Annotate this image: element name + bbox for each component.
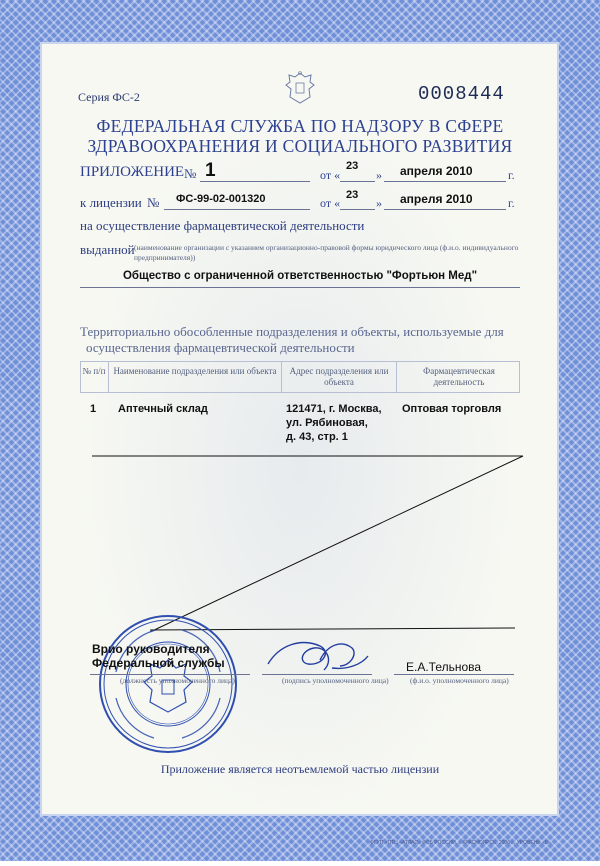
printer-imprint: ФГУП «ПТЦ «АТЛАС» ФСБ РОССИИ, г. КРАСНОЯРСК, 2006 г., УРОВЕНЬ «Б» — [370, 840, 551, 846]
license-number: ФС-99-02-001320 — [176, 193, 266, 205]
row-address-line-1: 121471, г. Москва, — [286, 403, 382, 415]
title-line-2: ЗДРАВООХРАНЕНИЯ И СОЦИАЛЬНОГО РАЗВИТИЯ — [87, 136, 513, 156]
title-line-1: ФЕДЕРАЛЬНАЯ СЛУЖБА ПО НАДЗОРУ В СФЕРЕ — [96, 116, 504, 136]
activity-text: на осуществление фармацевтической деятельности — [80, 218, 365, 233]
license-label: к лицензии — [80, 195, 142, 210]
appendix-from-label: от « — [320, 168, 341, 182]
name-underline — [394, 674, 514, 675]
serial-number: 0008444 — [418, 83, 505, 105]
footer-note: Приложение является неотъемлемой частью лицензии — [160, 762, 440, 776]
column-header-name: Наименование подразделения или объекта — [113, 366, 277, 376]
organization-name: Общество с ограниченной ответственностью "Фортьюн Мед" — [122, 270, 478, 282]
subdivisions-heading-line-2: осуществления фармацевтической деятельности — [86, 340, 355, 355]
signatory-position-line-1: Врио руководителя — [92, 642, 210, 656]
signature-underline — [262, 674, 372, 675]
handwritten-signature — [262, 630, 372, 680]
appendix-number-sign: № — [184, 166, 197, 181]
appendix-label: ПРИЛОЖЕНИЕ — [80, 164, 185, 180]
appendix-day-close: » — [376, 168, 382, 182]
license-year-suffix: г. — [508, 196, 515, 210]
column-header-address: Адрес подразделения или объекта — [289, 366, 389, 387]
row-address-line-3: д. 43, стр. 1 — [286, 431, 348, 443]
license-day-close: » — [376, 196, 382, 210]
name-hint: (ф.и.о. уполномоченного лица) — [410, 676, 509, 685]
column-header-activity: Фармацевтическая деятельность — [423, 366, 495, 387]
series-label: Серия ФС-2 — [78, 90, 140, 104]
column-header-number: № п/п — [82, 366, 106, 376]
issued-hint: (наименование организации с указанием организационно-правовой формы юридического лица (ф.и.о. индивидуального предпринимателя)) — [134, 243, 519, 262]
issued-label: выданной — [80, 242, 135, 257]
license-from-label: от « — [320, 196, 341, 210]
row-object-name: Аптечный склад — [118, 403, 208, 415]
appendix-month-year: апреля 2010 — [400, 164, 473, 178]
signatory-position-line-2: Федеральной службы — [92, 656, 225, 670]
license-month-year: апреля 2010 — [400, 192, 473, 206]
position-hint: (должность уполномоченного лица) — [120, 676, 235, 685]
appendix-number: 1 — [205, 160, 216, 181]
license-day: 23 — [346, 189, 359, 201]
row-activity: Оптовая торговля — [402, 403, 502, 415]
appendix-year-suffix: г. — [508, 168, 515, 182]
row-address-line-2: ул. Рябиновая, — [286, 417, 368, 429]
appendix-day: 23 — [346, 160, 359, 172]
signature-hint: (подпись уполномоченного лица) — [282, 676, 389, 685]
license-number-sign: № — [147, 195, 160, 210]
position-underline — [90, 674, 250, 675]
signatory-name: Е.А.Тельнова — [406, 660, 482, 674]
subdivisions-heading-line-1: Территориально обособленные подразделения и объекты, используемые для — [80, 324, 504, 339]
row-number: 1 — [90, 403, 97, 415]
